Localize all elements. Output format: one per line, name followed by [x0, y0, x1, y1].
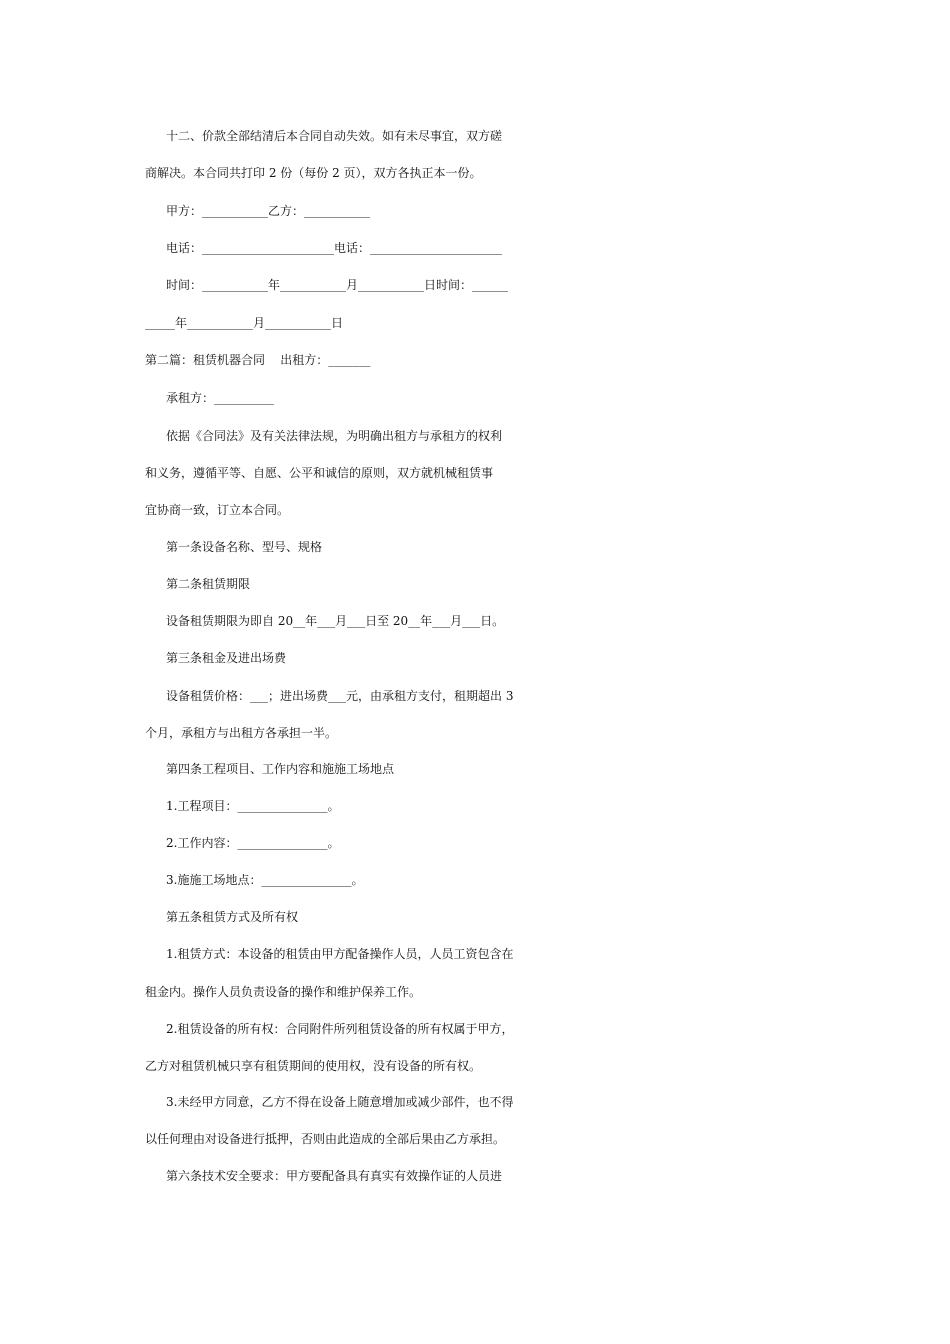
text-line: 时间：___________年___________月___________日时间：______ — [166, 278, 509, 292]
text-line: 第三条租金及进出场费 — [166, 651, 287, 665]
text-line: 租金内。操作人员负责设备的操作和维护保养工作。 — [145, 985, 422, 999]
text-line: 承租方：__________ — [166, 391, 275, 405]
text-line: 以任何理由对设备进行抵押，否则由此造成的全部后果由乙方承担。 — [145, 1132, 506, 1146]
text-line: 和义务，遵循平等、自愿、公平和诚信的原则，双方就机械租赁事 — [145, 466, 494, 480]
text-line: 个月，承租方与出租方各承担一半。 — [145, 726, 338, 740]
text-line: 宜协商一致，订立本合同。 — [145, 503, 290, 517]
text-line: 2.工作内容：_______________。 — [166, 836, 340, 850]
text-line: 第二篇：租赁机器合同 出租方：_______ — [145, 353, 371, 367]
text-line: 第二条租赁期限 — [166, 577, 251, 591]
text-line: 3.未经甲方同意，乙方不得在设备上随意增加或减少部件，也不得 — [166, 1095, 514, 1109]
text-line: 十二、价款全部结清后本合同自动失效。如有未尽事宜，双方磋 — [166, 129, 503, 143]
text-line: 第六条技术安全要求：甲方要配备具有真实有效操作证的人员进 — [166, 1169, 503, 1183]
text-line: _____年___________月___________日 — [145, 316, 344, 330]
text-line: 第五条租赁方式及所有权 — [166, 910, 299, 924]
text-line: 电话：______________________电话：______________________ — [166, 241, 503, 255]
text-line: 甲方：___________乙方：___________ — [166, 204, 371, 218]
text-line: 2.租赁设备的所有权：合同附件所列租赁设备的所有权属于甲方， — [166, 1022, 514, 1036]
text-line: 乙方对租赁机械只享有租赁期间的使用权，没有设备的所有权。 — [145, 1059, 482, 1073]
text-line: 设备租赁价格：___；进出场费___元，由承租方支付，租期超出 3 — [166, 689, 514, 703]
text-line: 依据《合同法》及有关法律法规，为明确出租方与承租方的权利 — [166, 429, 503, 443]
text-line: 第四条工程项目、工作内容和施施工场地点 — [166, 762, 395, 776]
text-line: 1.租赁方式：本设备的租赁由甲方配备操作人员，人员工资包含在 — [166, 947, 514, 961]
text-line: 1.工程项目：_______________。 — [166, 799, 340, 813]
text-line: 第一条设备名称、型号、规格 — [166, 540, 323, 554]
text-line: 3.施施工场地点：_______________。 — [166, 873, 364, 887]
text-line: 设备租赁期限为即自 20__年___月___日至 20__年___月___日。 — [166, 614, 505, 628]
text-line: 商解决。本合同共打印 2 份（每份 2 页），双方各执正本一份。 — [145, 166, 482, 180]
